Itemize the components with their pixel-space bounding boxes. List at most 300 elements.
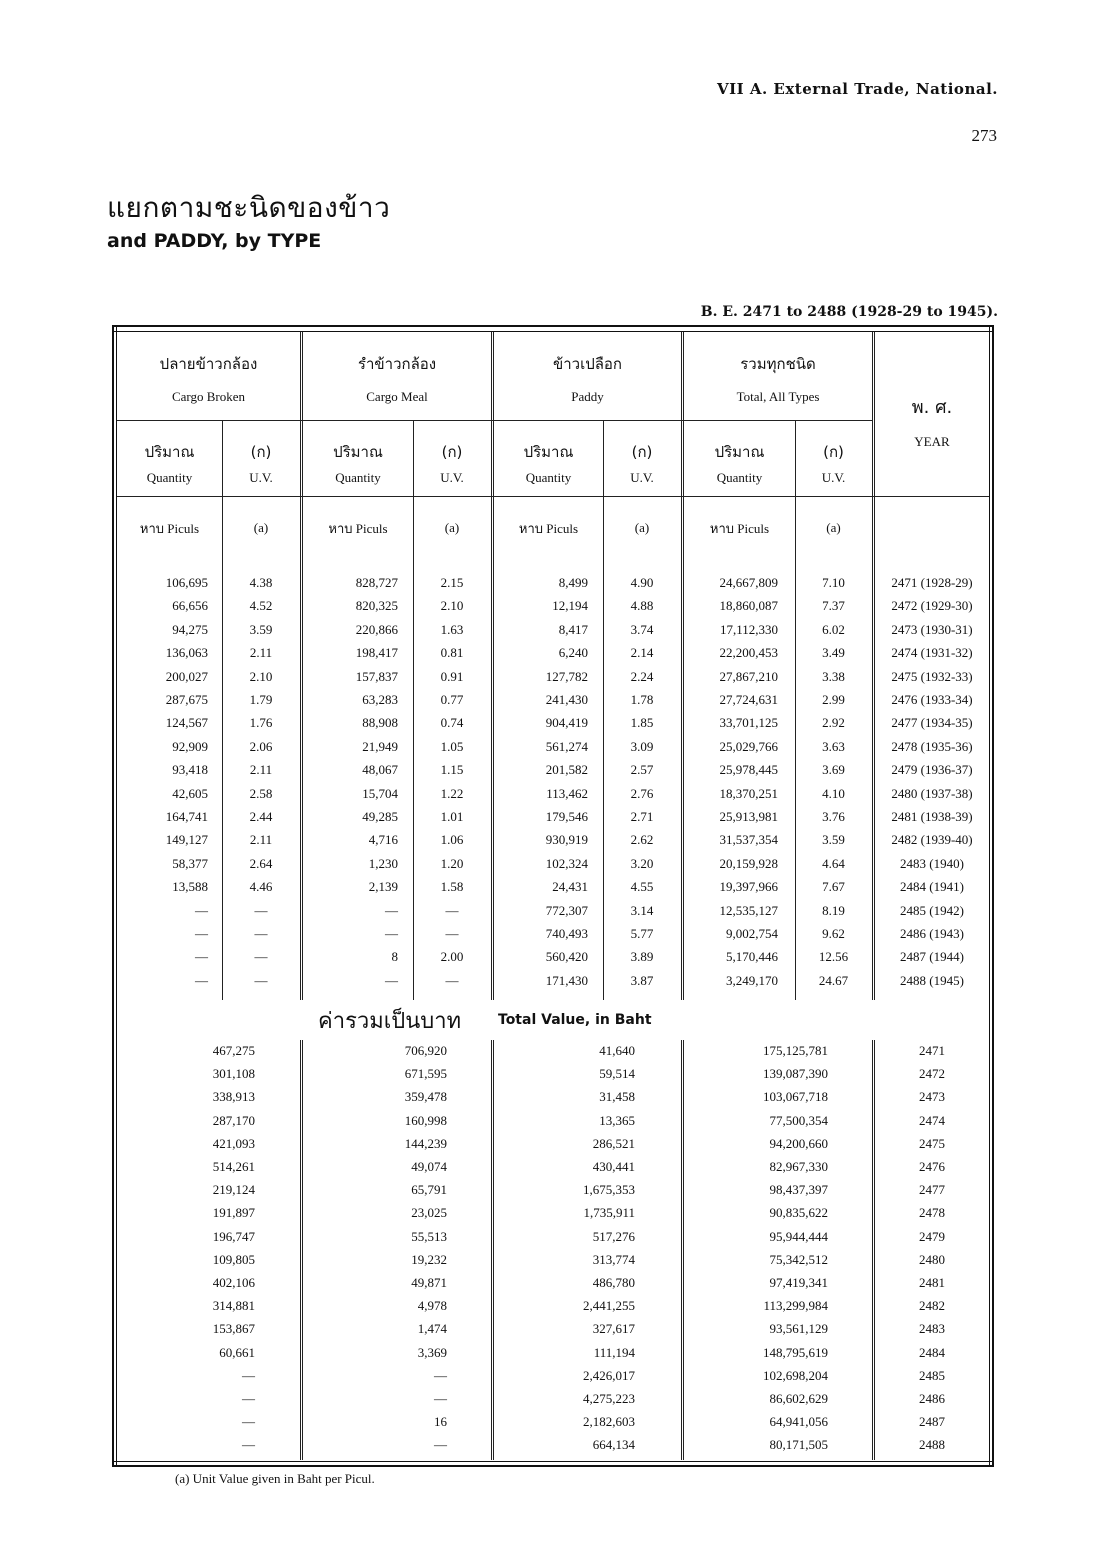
col-header-thai: รวมทุกชนิด [740, 355, 816, 373]
year-cell: 2481 [919, 1275, 945, 1290]
quantity-cell: 904,419 [545, 715, 588, 731]
quantity-cell: 102,324 [545, 855, 588, 871]
unit-value-header-thai: (ก) [631, 443, 653, 461]
quantity-cell: 8,417 [558, 621, 588, 637]
unit-value-note: (a) [634, 520, 650, 535]
unit-value-cell: 8.19 [822, 902, 845, 918]
unit-value-cell: 0.81 [440, 645, 464, 661]
quantity-cell: — [385, 926, 398, 941]
unit-value-note: (a) [444, 520, 460, 535]
quantity-cell: 560,420 [545, 949, 588, 965]
quantity-header-en: Quantity [716, 470, 763, 485]
quantity-cell: 25,029,766 [719, 738, 778, 754]
unit-value-cell: 3.87 [630, 972, 654, 988]
quantity-header-en: Quantity [335, 470, 381, 485]
unit-value-cell: — [445, 972, 459, 988]
quantity-cell: 6,240 [558, 645, 588, 661]
unit-value-cell: 3.63 [822, 738, 845, 754]
quantity-cell: 1,230 [368, 855, 398, 871]
year-header-en: YEAR [914, 434, 950, 449]
page-number: 273 [971, 126, 997, 145]
value-cell: 90,835,622 [769, 1205, 828, 1221]
year-cell: 2483 (1940) [900, 855, 964, 871]
quantity-header-thai: ปริมาณ [523, 443, 574, 461]
unit-value-cell: 6.02 [822, 621, 845, 637]
value-cell: 93,561,129 [769, 1321, 828, 1337]
header-rule [117, 420, 872, 421]
value-cell: — [434, 1391, 447, 1406]
quantity-cell: 22,200,453 [719, 645, 778, 661]
unit-value-cell: 3.09 [630, 738, 654, 754]
unit-value-cell: 2.92 [822, 715, 845, 731]
value-cell: 80,171,505 [769, 1437, 828, 1453]
unit-value-cell: — [254, 972, 268, 988]
unit-value-cell: 7.67 [822, 879, 845, 895]
value-cell: 313,774 [592, 1251, 635, 1267]
quantity-cell: — [385, 902, 398, 918]
value-cell: 144,239 [404, 1135, 447, 1151]
quantity-cell: 164,741 [165, 809, 208, 824]
value-cell: 102,698,204 [763, 1367, 828, 1383]
unit-value-cell: 3.38 [822, 668, 845, 684]
year-cell: 2486 (1943) [900, 926, 964, 941]
value-cell: 196,747 [212, 1228, 255, 1244]
year-cell: 2477 [919, 1182, 945, 1198]
value-cell: 359,478 [404, 1089, 447, 1105]
unit-value-cell: 3.89 [630, 949, 654, 965]
quantity-cell: 24,667,809 [719, 575, 778, 590]
quantity-cell: 15,704 [362, 785, 398, 801]
value-cell: 111,194 [593, 1344, 635, 1360]
quantity-cell: — [195, 902, 208, 918]
frame-right-rule [989, 325, 994, 1465]
unit-value-cell: 0.91 [440, 668, 464, 684]
quantity-cell: 21,949 [362, 738, 398, 754]
value-cell: 517,276 [592, 1228, 635, 1244]
quantity-cell: 27,724,631 [719, 692, 778, 707]
value-cell: 3,369 [417, 1344, 447, 1360]
quantity-cell: 106,695 [165, 575, 208, 590]
unit-value-cell: — [445, 902, 459, 918]
value-cell: 103,067,718 [763, 1089, 828, 1105]
col-header-en: Paddy [571, 389, 604, 404]
value-cell: 49,871 [411, 1275, 447, 1290]
total-value-title-thai: ค่ารวมเป็นบาท [318, 1009, 462, 1034]
value-cell: 486,780 [592, 1275, 635, 1290]
unit-value-cell: 1.06 [440, 832, 464, 848]
quantity-cell: — [195, 926, 208, 941]
quantity-cell: 171,430 [545, 972, 588, 988]
value-cell: 153,867 [212, 1321, 255, 1337]
quantity-cell: 8 [391, 949, 398, 965]
quantity-cell: 31,537,354 [719, 832, 778, 848]
unit-value-cell: — [254, 949, 268, 965]
value-cell: 60,661 [219, 1344, 255, 1360]
unit-value-cell: 2.44 [249, 809, 273, 824]
col-header-en: Total, All Types [736, 389, 820, 404]
value-cell: 94,200,660 [769, 1135, 828, 1151]
unit-value-cell: 3.14 [630, 902, 654, 918]
unit-value-cell: 3.74 [630, 621, 654, 637]
value-cell: 402,106 [212, 1275, 255, 1290]
value-cell: 2,426,017 [583, 1367, 635, 1383]
unit-label: หาบ Piculs [139, 521, 200, 536]
frame-top-rule [112, 325, 994, 332]
value-cell: 41,640 [599, 1043, 635, 1058]
year-cell: 2473 (1930-31) [891, 621, 973, 637]
year-cell: 2480 (1937-38) [891, 785, 973, 801]
unit-value-cell: 12.56 [818, 949, 849, 965]
unit-value-cell: 2.11 [249, 645, 273, 661]
quantity-cell: 930,919 [545, 832, 588, 848]
quantity-header-thai: ปริมาณ [714, 443, 765, 461]
unit-value-cell: 2.14 [630, 645, 654, 661]
quantity-cell: 828,727 [355, 575, 398, 590]
unit-value-cell: 9.62 [822, 926, 845, 941]
total-value-title-english: Total Value, in Baht [498, 1012, 652, 1028]
value-cell: 2,182,603 [583, 1414, 635, 1430]
value-cell: 75,342,512 [769, 1251, 828, 1267]
period-note: B. E. 2471 to 2488 (1928-29 to 1945). [700, 304, 998, 320]
unit-value-cell: 2.76 [630, 785, 654, 801]
header-rule [117, 496, 989, 497]
value-cell: 31,458 [599, 1089, 635, 1105]
value-cell: 113,299,984 [763, 1298, 828, 1314]
value-cell: 301,108 [212, 1066, 255, 1082]
year-cell: 2475 [919, 1135, 945, 1151]
value-cell: 109,805 [212, 1251, 255, 1267]
year-cell: 2484 [919, 1344, 945, 1360]
unit-value-cell: 2.10 [249, 668, 273, 684]
year-cell: 2478 [919, 1205, 945, 1221]
value-cell: 19,232 [411, 1251, 447, 1267]
quantity-cell: 9,002,754 [726, 926, 778, 941]
year-cell: 2488 [919, 1437, 945, 1453]
running-head: VII A. External Trade, National. [716, 80, 998, 98]
quantity-cell: 13,588 [172, 879, 208, 895]
footnote: (a) Unit Value given in Baht per Picul. [175, 1471, 375, 1486]
quantity-cell: 561,274 [545, 738, 588, 754]
value-cell: 23,025 [411, 1205, 447, 1221]
value-cell: — [242, 1437, 255, 1453]
quantity-cell: 287,675 [165, 692, 208, 707]
year-cell: 2479 (1936-37) [891, 762, 973, 778]
quantity-cell: 48,067 [362, 762, 398, 778]
quantity-cell: 740,493 [545, 926, 588, 941]
value-cell: — [434, 1437, 447, 1453]
col-header-thai: ปลายข้าวกล้อง [159, 355, 258, 373]
unit-label: หาบ Piculs [518, 521, 579, 536]
quantity-cell: 27,867,210 [719, 668, 778, 684]
unit-value-cell: 2.62 [630, 832, 654, 848]
col-header-en: Cargo Broken [171, 389, 246, 404]
quantity-cell: 201,582 [545, 762, 588, 778]
value-cell: 671,595 [404, 1066, 447, 1082]
value-cell: 1,675,353 [583, 1182, 635, 1198]
unit-value-header-thai: (ก) [250, 443, 272, 461]
year-cell: 2471 (1928-29) [891, 575, 973, 590]
unit-value-cell: 2.15 [440, 575, 464, 590]
year-cell: 2472 (1929-30) [891, 598, 973, 614]
year-header-thai: พ. ศ. [911, 397, 953, 418]
unit-value-note: (a) [253, 520, 269, 535]
unit-value-cell: 1.15 [440, 762, 464, 778]
value-cell: 160,998 [404, 1112, 447, 1128]
quantity-cell: — [195, 972, 208, 988]
value-cell: 59,514 [599, 1066, 635, 1082]
quantity-cell: 124,567 [165, 715, 208, 731]
value-cell: 314,881 [212, 1298, 255, 1314]
year-cell: 2471 [919, 1043, 945, 1058]
unit-value-cell: 3.20 [630, 855, 654, 871]
year-cell: 2485 [919, 1367, 945, 1383]
unit-value-cell: 4.52 [249, 598, 273, 614]
unit-value-header-en: U.V. [249, 470, 273, 485]
value-cell: 148,795,619 [763, 1344, 828, 1360]
value-cell: 338,913 [212, 1089, 255, 1105]
unit-value-cell: 1.58 [440, 879, 464, 895]
unit-value-header-thai: (ก) [441, 443, 463, 461]
unit-value-cell: 24.67 [818, 972, 849, 988]
unit-value-cell: 7.10 [822, 575, 845, 590]
value-cell: 49,074 [411, 1159, 447, 1174]
value-cell: — [434, 1367, 447, 1383]
year-cell: 2487 [919, 1414, 945, 1430]
unit-value-cell: 4.46 [249, 879, 273, 895]
unit-value-cell: — [445, 926, 459, 941]
value-cell: 55,513 [411, 1228, 447, 1244]
year-cell: 2472 [919, 1066, 945, 1082]
quantity-cell: 179,546 [545, 809, 588, 824]
unit-value-cell: 3.59 [822, 832, 845, 848]
quantity-cell: 63,283 [362, 692, 398, 707]
quantity-cell: 12,535,127 [719, 902, 778, 918]
quantity-cell: 92,909 [172, 738, 208, 754]
quantity-header-thai: ปริมาณ [333, 443, 383, 461]
unit-value-header-en: U.V. [440, 470, 464, 485]
value-cell: 706,920 [404, 1043, 447, 1058]
quantity-cell: 772,307 [545, 902, 588, 918]
value-cell: 64,941,056 [769, 1414, 828, 1430]
quantity-cell: 8,499 [558, 575, 588, 590]
year-cell: 2475 (1932-33) [891, 668, 973, 684]
value-cell: 4,275,223 [583, 1391, 635, 1406]
quantity-cell: 127,782 [545, 668, 588, 684]
quantity-cell: — [195, 949, 208, 965]
value-cell: 2,441,255 [583, 1298, 635, 1314]
unit-value-cell: 3.49 [822, 645, 845, 661]
unit-value-cell: 2.64 [249, 855, 273, 871]
year-cell: 2474 (1931-32) [891, 645, 973, 661]
unit-value-cell: 2.11 [249, 832, 273, 848]
quantity-cell: 49,285 [362, 809, 398, 824]
year-cell: 2478 (1935-36) [891, 738, 973, 754]
unit-value-cell: 1.01 [440, 809, 464, 824]
value-cell: 430,441 [592, 1159, 635, 1174]
value-cell: — [242, 1367, 255, 1383]
column-divider [872, 332, 875, 1000]
quantity-cell: 18,370,251 [719, 785, 778, 801]
unit-value-cell: 2.24 [630, 668, 654, 684]
quantity-cell: 20,159,928 [719, 855, 778, 871]
unit-value-cell: 1.63 [440, 621, 464, 637]
quantity-cell: 12,194 [552, 598, 588, 614]
quantity-cell: 24,431 [552, 879, 588, 895]
unit-value-cell: 1.76 [249, 715, 273, 731]
table-title-thai: แยกตามชะนิดของข้าว [107, 191, 391, 224]
year-cell: 2484 (1941) [900, 879, 964, 895]
unit-value-cell: 2.06 [249, 738, 273, 754]
unit-value-cell: 1.79 [249, 692, 273, 707]
value-cell: 97,419,341 [769, 1275, 828, 1290]
unit-value-cell: 4.90 [630, 575, 654, 590]
quantity-cell: 4,716 [368, 832, 398, 848]
unit-label: หาบ Piculs [709, 521, 770, 536]
unit-value-cell: 2.71 [630, 809, 654, 824]
quantity-cell: 241,430 [545, 692, 588, 707]
unit-value-cell: 2.10 [440, 598, 464, 614]
quantity-cell: 220,866 [355, 621, 398, 637]
unit-value-cell: 4.55 [630, 879, 654, 895]
value-cell: 219,124 [212, 1182, 255, 1198]
value-cell: 286,521 [592, 1135, 635, 1151]
year-cell: 2485 (1942) [900, 902, 964, 918]
column-divider [300, 332, 303, 1000]
unit-value-cell: 1.78 [630, 692, 654, 707]
quantity-cell: 94,275 [172, 621, 208, 637]
unit-value-cell: 4.64 [822, 855, 845, 871]
unit-value-cell: 3.59 [249, 621, 273, 637]
year-cell: 2486 [919, 1391, 945, 1406]
unit-value-header-thai: (ก) [823, 443, 844, 461]
year-cell: 2482 (1939-40) [891, 832, 973, 848]
unit-value-cell: 1.22 [440, 785, 464, 801]
unit-value-cell: 0.74 [440, 715, 464, 731]
col-header-thai: รำข้าวกล้อง [357, 355, 437, 373]
year-cell: 2479 [919, 1228, 945, 1244]
col-header-en: Cargo Meal [366, 389, 428, 404]
quantity-header-en: Quantity [146, 470, 193, 485]
frame-bottom-rule [112, 1461, 994, 1467]
year-cell: 2480 [919, 1251, 945, 1267]
unit-value-cell: 2.99 [822, 692, 845, 707]
col-header-thai: ข้าวเปลือก [552, 355, 623, 373]
value-cell: 421,093 [212, 1135, 255, 1151]
unit-value-cell: 1.05 [440, 738, 464, 754]
quantity-cell: 18,860,087 [719, 598, 778, 614]
quantity-cell: 200,027 [165, 668, 208, 684]
quantity-cell: 58,377 [172, 855, 208, 871]
table-title-english: and PADDY, by TYPE [107, 230, 322, 252]
value-cell: — [242, 1414, 255, 1430]
value-cell: 139,087,390 [763, 1066, 828, 1082]
quantity-cell: 820,325 [355, 598, 398, 614]
value-cell: 65,791 [411, 1182, 447, 1198]
unit-value-cell: 3.69 [822, 762, 845, 778]
value-cell: 86,602,629 [769, 1391, 828, 1406]
unit-value-cell: 0.77 [440, 692, 464, 707]
unit-value-cell: 4.10 [822, 785, 845, 801]
unit-value-cell: 3.76 [822, 809, 845, 824]
unit-value-cell: 4.88 [630, 598, 654, 614]
quantity-cell: 3,249,170 [726, 972, 778, 988]
quantity-cell: 113,462 [546, 785, 588, 801]
quantity-cell: 136,063 [165, 645, 208, 661]
value-cell: 327,617 [592, 1321, 635, 1337]
year-cell: 2487 (1944) [900, 949, 964, 965]
value-cell: — [242, 1391, 255, 1406]
quantity-cell: 88,908 [362, 715, 398, 731]
value-cell: 77,500,354 [769, 1112, 828, 1128]
unit-value-note: (a) [826, 520, 841, 535]
value-cell: 98,437,397 [769, 1182, 828, 1198]
unit-value-cell: 5.77 [630, 926, 654, 941]
year-cell: 2488 (1945) [900, 972, 964, 988]
quantity-header-en: Quantity [525, 470, 572, 485]
unit-value-cell: 4.38 [249, 575, 273, 590]
quantity-cell: 149,127 [165, 832, 208, 848]
value-cell: 514,261 [212, 1159, 255, 1174]
quantity-cell: 93,418 [172, 762, 208, 778]
value-cell: 16 [434, 1414, 447, 1430]
quantity-cell: 198,417 [355, 645, 398, 661]
column-divider [491, 332, 494, 1000]
unit-value-cell: 2.58 [249, 785, 273, 801]
quantity-cell: 42,605 [172, 785, 208, 801]
value-cell: 13,365 [599, 1112, 635, 1128]
quantity-cell: 2,139 [368, 879, 398, 895]
unit-value-cell: 2.00 [440, 949, 464, 965]
value-cell: 287,170 [212, 1112, 255, 1128]
value-cell: 82,967,330 [769, 1159, 828, 1174]
year-cell: 2483 [919, 1321, 945, 1337]
value-cell: 664,134 [592, 1437, 635, 1453]
year-cell: 2476 [919, 1159, 945, 1174]
quantity-cell: — [385, 972, 398, 988]
quantity-cell: 5,170,446 [726, 949, 778, 965]
unit-value-cell: 2.57 [630, 762, 654, 778]
value-cell: 175,125,781 [763, 1043, 828, 1058]
value-cell: 1,735,911 [583, 1205, 635, 1221]
quantity-cell: 25,978,445 [719, 762, 778, 778]
value-cell: 191,897 [212, 1205, 255, 1221]
value-cell: 467,275 [212, 1043, 255, 1058]
year-cell: 2482 [919, 1298, 945, 1314]
year-cell: 2473 [919, 1089, 945, 1105]
unit-value-cell: 2.11 [249, 762, 273, 778]
quantity-cell: 19,397,966 [719, 879, 778, 895]
year-cell: 2474 [919, 1112, 945, 1128]
year-cell: 2481 (1938-39) [891, 809, 973, 824]
quantity-header-thai: ปริมาณ [144, 443, 195, 461]
quantity-cell: 66,656 [172, 598, 208, 614]
value-cell: 95,944,444 [769, 1228, 828, 1244]
unit-value-header-en: U.V. [821, 470, 846, 485]
quantity-cell: 157,837 [355, 668, 398, 684]
year-cell: 2476 (1933-34) [891, 692, 973, 707]
unit-value-header-en: U.V. [630, 470, 654, 485]
unit-label: หาบ Piculs [328, 521, 388, 536]
unit-value-cell: — [254, 926, 268, 941]
unit-value-cell: — [254, 902, 268, 918]
year-cell: 2477 (1934-35) [891, 715, 973, 731]
unit-value-cell: 7.37 [822, 598, 845, 614]
quantity-cell: 33,701,125 [719, 715, 778, 731]
value-cell: 4,978 [417, 1298, 447, 1314]
quantity-cell: 17,112,330 [719, 621, 778, 637]
value-cell: 1,474 [417, 1321, 447, 1337]
unit-value-cell: 1.85 [630, 715, 654, 731]
